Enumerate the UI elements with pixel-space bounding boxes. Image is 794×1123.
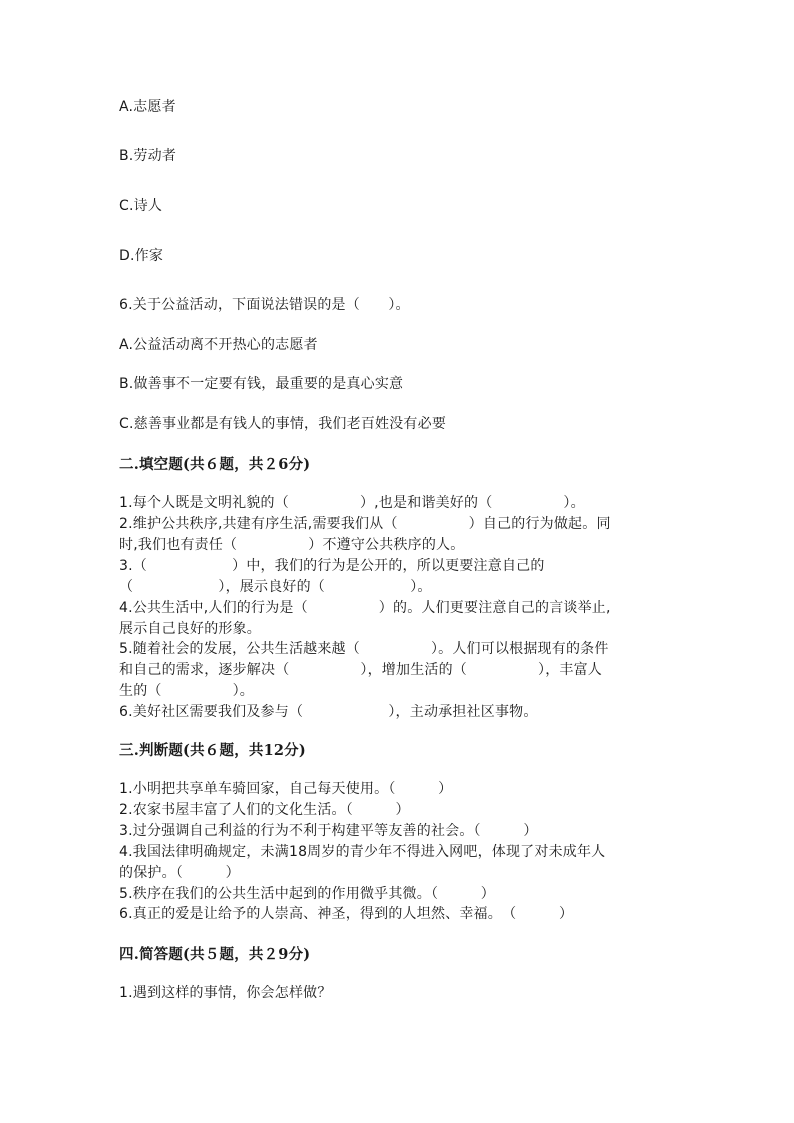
fill-line: 4.公共生活中,人们的行为是（ ）的。人们更要注意自己的言谈举止, (119, 600, 611, 616)
judge-line: 5.秩序在我们的公共生活中起到的作用微乎其微。（ ） (119, 886, 495, 902)
fill-line: 1.每个人既是文明礼貌的（ ）,也是和谐美好的（ ）。 (119, 495, 585, 511)
fill-line: 生的（ ）。 (119, 683, 254, 699)
fill-line: 时,我们也有责任（ ）不遵守公共秩序的人。 (119, 537, 465, 553)
q5-option-c: C.诗人 (119, 198, 163, 214)
fill-line: （ ），展示良好的（ ）。 (119, 579, 432, 595)
section-3-title: 三.判断题(共６题，共12分) (119, 742, 306, 759)
short-answer-line: 1.遇到这样的事情，你会怎样做？ (119, 985, 332, 1001)
section-4-title: 四.简答题(共５题，共２9分) (119, 946, 311, 963)
q6-option-c: C.慈善事业都是有钱人的事情，我们老百姓没有必要 (119, 416, 447, 432)
q6-option-b: B.做善事不一定要有钱，最重要的是真心实意 (119, 376, 404, 392)
judge-line: 2.农家书屋丰富了人们的文化生活。（ ） (119, 802, 410, 818)
judge-line: 1.小明把共享单车骑回家，自己每天使用。（ ） (119, 781, 453, 797)
q5-option-b: B.劳动者 (119, 148, 177, 164)
fill-line: 5.随着社会的发展，公共生活越来越（ ）。人们可以根据现有的条件 (119, 641, 609, 657)
q6-option-a: A.公益活动离不开热心的志愿者 (119, 337, 318, 353)
q5-option-d: D.作家 (119, 248, 164, 264)
fill-line: 和自己的需求，逐步解决（ ），增加生活的（ ），丰富人 (119, 662, 602, 678)
fill-line: 2.维护公共秩序,共建有序生活,需要我们从（ ）自己的行为做起。同 (119, 516, 611, 532)
judge-line: 3.过分强调自己利益的行为不利于构建平等友善的社会。（ ） (119, 823, 538, 839)
fill-line: 展示自己良好的形象。 (119, 621, 261, 637)
judge-line: 4.我国法律明确规定，未满18周岁的青少年不得进入网吧，体现了对未成年人 (119, 844, 606, 860)
fill-line: 6.美好社区需要我们及参与（ ），主动承担社区事物。 (119, 704, 538, 720)
q6-question: 6.关于公益活动，下面说法错误的是（ ）。 (119, 297, 410, 313)
section-2-title: 二.填空题(共６题，共２6分) (119, 456, 311, 473)
judge-line: 6.真正的爱是让给予的人崇高、神圣，得到的人坦然、幸福。 （ ） (119, 906, 574, 922)
q5-option-a: A.志愿者 (119, 99, 176, 115)
fill-line: 3.（ ）中，我们的行为是公开的，所以更要注意自己的 (119, 558, 545, 574)
judge-line: 的保护。（ ） (119, 865, 240, 881)
